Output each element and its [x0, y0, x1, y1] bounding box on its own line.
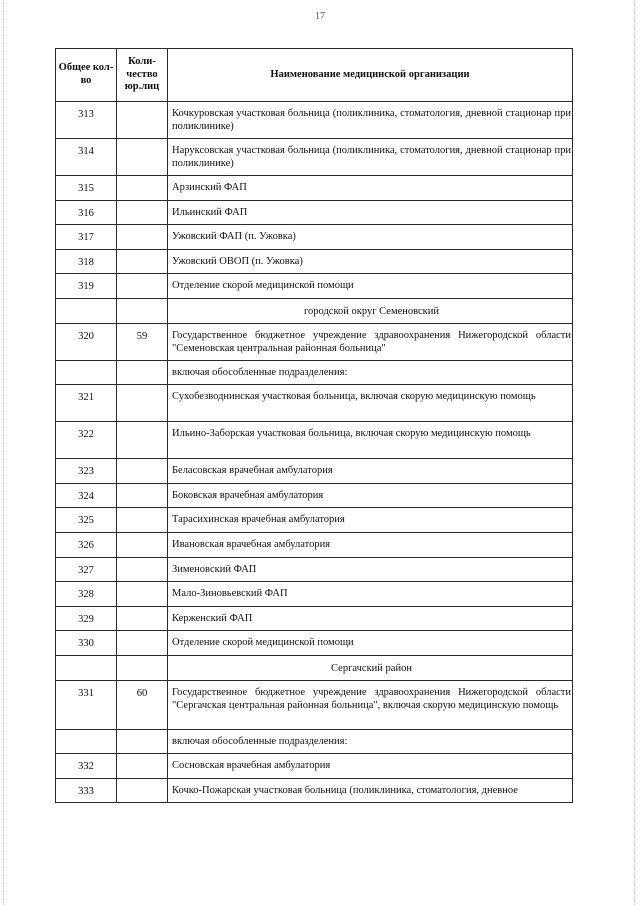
row-name: Сосновская врачебная амбулатория [172, 760, 331, 772]
row-count [117, 607, 167, 613]
row-number: 324 [78, 490, 94, 502]
row-count [117, 533, 167, 539]
row-number: 314 [78, 146, 94, 157]
row-number: 315 [78, 183, 94, 194]
row-count [117, 139, 167, 145]
row-count [117, 274, 167, 280]
row-count [117, 779, 167, 785]
row-name: Ивановская врачебная амбулатория [172, 538, 331, 550]
row-number: 317 [78, 232, 94, 244]
row-name: Тарасихинская врачебная амбулатория [172, 514, 345, 526]
row-number: 326 [78, 539, 94, 551]
row-name: Арзинский ФАП [172, 182, 247, 193]
section-row [56, 655, 573, 680]
row-number [56, 299, 116, 305]
section-title: Сергачский район [331, 662, 412, 674]
row-number: 329 [78, 613, 94, 625]
subheading-row [56, 360, 573, 385]
row-name: Наруксовская участковая больница (поликлиника, стоматология, дневной стационар при поликлинике) [172, 145, 571, 170]
table-row [56, 483, 573, 508]
header-count: Коли-чество юр.лиц [117, 49, 168, 102]
row-number [56, 656, 116, 662]
row-number: 327 [78, 564, 94, 576]
row-number: 325 [78, 515, 94, 527]
row-name: Ильино-Заборская участковая больница, включая скорую медицинскую помощь [172, 428, 531, 440]
row-number: 319 [78, 281, 94, 293]
row-name: Ужовский ФАП (п. Ужовка) [172, 231, 296, 243]
header-name: Наименование медицинской организации [168, 49, 573, 102]
row-number: 321 [78, 392, 94, 404]
table-row [56, 200, 573, 225]
table-row [56, 176, 573, 201]
table-row [56, 225, 573, 250]
row-name: Боковская врачебная амбулатория [172, 489, 324, 501]
table-row [56, 582, 573, 607]
row-number: 333 [78, 785, 94, 797]
section-row [56, 298, 573, 323]
row-count [117, 201, 167, 207]
row-count [117, 459, 167, 465]
row-count [117, 102, 167, 108]
row-name: Ужовский ОВОП (п. Ужовка) [172, 255, 303, 267]
table-row [56, 508, 573, 533]
table-row [56, 385, 573, 422]
table-row [56, 606, 573, 631]
subheading-row [56, 729, 573, 754]
row-count: 60 [136, 687, 148, 699]
row-count [117, 484, 167, 490]
row-number: 330 [78, 638, 94, 650]
row-count [117, 225, 167, 231]
row-name: Кочкуровская участковая больница (поликлиника, стоматология, дневной стационар при поликлинике) [172, 108, 571, 133]
row-name: Беласовская врачебная амбулатория [172, 465, 333, 477]
row-name: включая обособленные подразделения: [172, 366, 348, 378]
table-row [56, 557, 573, 582]
row-count [117, 385, 167, 391]
table-row [56, 631, 573, 656]
row-number: 331 [78, 687, 94, 699]
row-name: Мало-Зиновьевский ФАП [172, 588, 288, 600]
row-count [117, 656, 167, 662]
row-name: Государственное бюджетное учреждение здравоохранения Нижегородской области "Семеновская центральная районная больница" [172, 329, 571, 354]
table-header-row [56, 49, 573, 102]
row-name: Зименовский ФАП [172, 563, 257, 575]
header-total: Общее кол-во [56, 49, 117, 102]
table-row [56, 323, 573, 360]
row-name: Государственное бюджетное учреждение здравоохранения Нижегородской области "Сергачская центральная районная больница", включая скорую медицинскую помощь [172, 686, 571, 711]
scan-right-edge [634, 0, 635, 905]
row-name: Отделение скорой медицинской помощи [172, 280, 354, 292]
row-count [117, 631, 167, 637]
row-count [117, 361, 167, 367]
row-name: включая обособленные подразделения: [172, 735, 348, 747]
row-number: 316 [78, 207, 94, 219]
row-name: Отделение скорой медицинской помощи [172, 637, 354, 649]
table-row [56, 249, 573, 274]
table-row [56, 459, 573, 484]
row-count [117, 422, 167, 428]
row-count [117, 508, 167, 514]
row-number [56, 730, 116, 736]
table-row [56, 680, 573, 729]
table-row [56, 139, 573, 176]
medical-organizations-table [55, 48, 573, 803]
row-count [117, 582, 167, 588]
table-row [56, 274, 573, 299]
page-number: 17 [315, 11, 325, 22]
row-count [117, 558, 167, 564]
row-number: 318 [78, 256, 94, 268]
row-name: Кочко-Пожарская участковая больница (поликлиника, стоматология, дневное [172, 784, 518, 796]
table-row [56, 778, 573, 803]
table-row [56, 102, 573, 139]
row-name: Керженский ФАП [172, 612, 253, 624]
row-count [117, 176, 167, 182]
section-title: городской округ Семеновский [303, 305, 440, 317]
row-count: 59 [136, 330, 148, 342]
table-row [56, 532, 573, 557]
row-count [117, 299, 167, 305]
row-number: 322 [78, 429, 94, 441]
row-number: 332 [78, 761, 94, 773]
scan-left-edge [3, 0, 4, 905]
table-row [56, 754, 573, 779]
row-count [117, 730, 167, 736]
row-number [56, 361, 116, 367]
row-name: Ильинский ФАП [172, 206, 248, 218]
row-name: Сухобезводнинская участковая больница, включая скорую медицинскую помощь [172, 391, 536, 403]
row-number: 323 [78, 466, 94, 478]
table-row [56, 422, 573, 459]
row-number: 320 [78, 330, 94, 342]
row-number: 313 [78, 109, 94, 120]
row-number: 328 [78, 589, 94, 601]
row-count [117, 250, 167, 256]
row-count [117, 754, 167, 760]
